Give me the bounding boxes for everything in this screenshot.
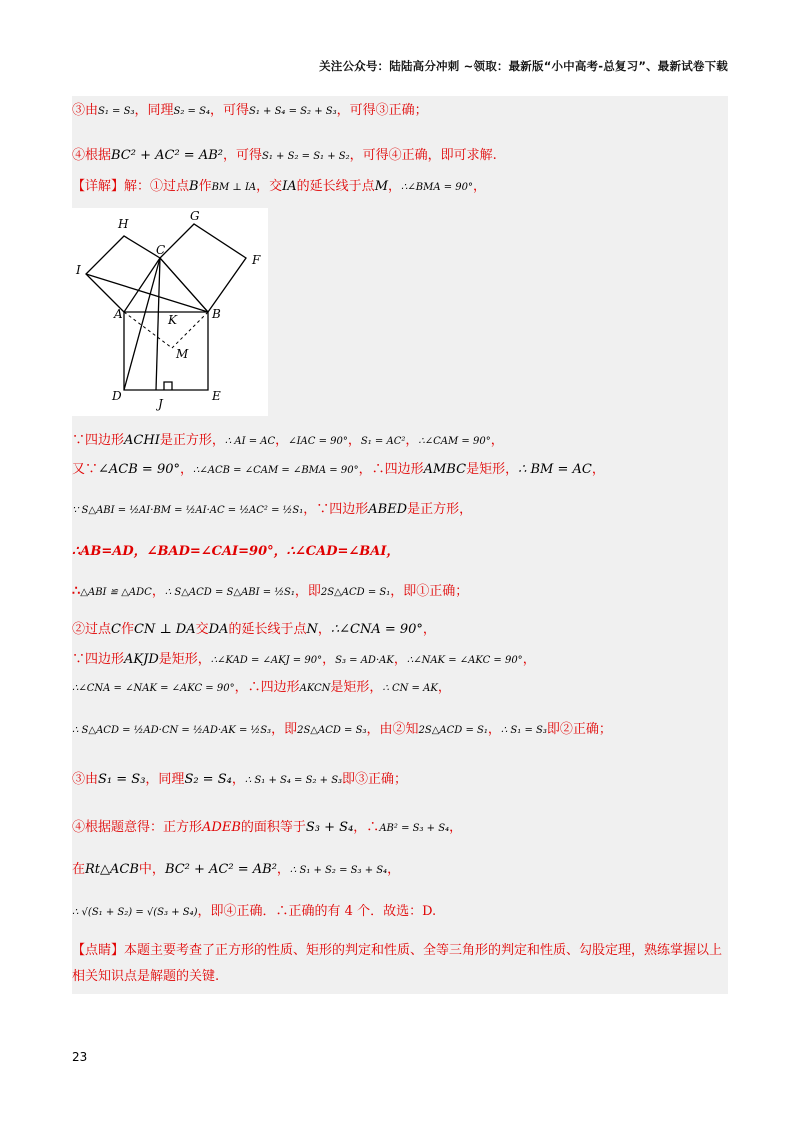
text: ∴ [72, 584, 81, 599]
text: ④根据题意得：正方形 [72, 820, 203, 835]
label-g: G [190, 209, 200, 223]
text: ③由 [72, 103, 99, 118]
text: 的延长线于点 [228, 622, 307, 637]
label-m: M [176, 347, 189, 361]
text: ， [487, 722, 501, 737]
text: ∵四边形 [72, 652, 125, 667]
math: 2S△ACD = S₁ [320, 587, 391, 598]
math: ∴ CN = AK [382, 683, 438, 694]
math: ∴ √(S₁ + S₂) = √(S₃ + S₄) [72, 907, 198, 918]
math: BC² + AC² = AB² [164, 862, 277, 877]
text: ， [317, 622, 331, 637]
line-17-remark: 【点睛】本题主要考查了正方形的性质、矩形的判定和性质、全等三角形的判定和性质、勾股定理，熟练掌握以上相关知识点是解题的关键. [72, 943, 723, 984]
math: S₂ = S₄ [184, 772, 232, 787]
math: ∴ S△ACD = S△ABI = ½S₁ [164, 587, 295, 598]
text: 在 [72, 862, 86, 877]
text: ，同理 [134, 103, 174, 118]
math: S₁ = S₃ [98, 772, 146, 787]
right-angle-mark [164, 382, 172, 390]
text: ，即 [294, 584, 321, 599]
figure-svg [72, 208, 268, 416]
math: △ABI ≌ △ADC [80, 587, 152, 598]
math: C [111, 622, 121, 637]
math: M [374, 179, 388, 194]
text: ， [393, 652, 407, 667]
text: ， [591, 462, 605, 477]
math: Rt△ACB [85, 862, 139, 877]
segment-cd [124, 258, 160, 390]
dashed-bm [172, 312, 208, 348]
square-abed [124, 312, 208, 390]
text: ，即①正确； [390, 584, 469, 599]
text: ③由 [72, 772, 99, 787]
text: ， [490, 433, 504, 448]
text: ， [449, 820, 463, 835]
math: ∴∠NAK = ∠AKC = 90° [406, 655, 523, 666]
text: 作 [198, 179, 212, 194]
math: ∠IAC = 90° [288, 436, 348, 447]
math: ∴∠CAM = 90° [418, 436, 491, 447]
text: ， [473, 179, 487, 194]
math: AB² = S₃ + S₄ [379, 823, 450, 834]
page-header: 关注公众号：陆陆高分冲刺 ~领取：最新版“小中高考-总复习”、最新试卷下载 [319, 59, 728, 73]
line-8 [72, 584, 468, 601]
line-3 [72, 179, 486, 196]
text: 作 [120, 622, 134, 637]
label-h: H [118, 217, 129, 231]
text: 中， [138, 862, 165, 877]
math: ∴ S₁ = S₃ [500, 725, 547, 736]
text: ，即 [271, 722, 298, 737]
label-i: I [76, 263, 81, 277]
math: ∴ AI = AC [224, 436, 276, 447]
text: 的面积等于 [240, 820, 306, 835]
text: ， [231, 772, 245, 787]
text: 是矩形， [466, 462, 519, 477]
text: ， [437, 680, 451, 695]
math: ∴∠KAD = ∠AKJ = 90° [210, 655, 323, 666]
text: 即②正确； [546, 722, 612, 737]
text: ，可得④正确，即可求解. [349, 148, 497, 163]
text: 交 [195, 622, 209, 637]
math: ∴ S△ACD = ½AD·CN = ½AD·AK = ½S₃ [72, 725, 272, 736]
math: ADEB [202, 820, 241, 835]
text: ， [388, 179, 402, 194]
math: S₃ + S₄ [305, 820, 354, 835]
math: S₂ = S₄ [173, 106, 210, 117]
line-15 [72, 862, 400, 879]
text: ，可得③正确； [336, 103, 428, 118]
text: ∴AB=AD，∠BAD=∠CAI=90°，∴∠CAD=∠BAI， [72, 544, 400, 559]
line-4 [72, 433, 504, 450]
geometry-figure [72, 208, 268, 416]
text: ，同理 [145, 772, 185, 787]
text: 是正方形， [159, 433, 225, 448]
text: 是矩形， [158, 652, 211, 667]
text: ，交 [256, 179, 283, 194]
line-12 [72, 722, 612, 739]
line-1 [72, 103, 428, 120]
text: 是矩形， [330, 680, 383, 695]
line-11 [72, 680, 451, 697]
text: 【详解】解：①过点 [72, 179, 190, 194]
label-b: B [212, 307, 221, 321]
text: ， [347, 433, 361, 448]
text: ，∵四边形 [303, 502, 369, 517]
line-16 [72, 904, 436, 921]
math: AMBC [423, 462, 467, 477]
line-14 [72, 820, 462, 837]
math: BC² + AC² = AB² [111, 148, 223, 163]
line-2 [72, 148, 497, 165]
text: ， [405, 433, 419, 448]
math: ∠ACB = 90° [98, 462, 180, 477]
math: S₁ + S₄ = S₂ + S₃ [248, 106, 337, 117]
text: ②过点 [72, 622, 112, 637]
text: ， [322, 652, 336, 667]
text: ，∴ [353, 820, 380, 835]
math: B [189, 179, 199, 194]
text: ∵四边形 [72, 433, 125, 448]
math: 2S△ACD = S₁ [418, 725, 488, 736]
line-10 [72, 652, 536, 669]
square-bcgf [160, 224, 246, 312]
label-a: A [114, 307, 123, 321]
side-ac [124, 258, 160, 312]
label-k: K [168, 313, 177, 327]
line-6 [72, 502, 472, 519]
label-e: E [212, 389, 221, 403]
text: ，∴四边形 [358, 462, 424, 477]
math: ABED [368, 502, 408, 517]
text: 又∵ [72, 462, 99, 477]
text: ，可得 [222, 148, 262, 163]
line-9 [72, 622, 436, 638]
math: S₁ = S₃ [98, 106, 135, 117]
text: ，∴四边形 [234, 680, 300, 695]
solution-block [72, 96, 728, 994]
math: AKCN [299, 683, 331, 694]
text: ， [387, 862, 401, 877]
math: AKJD [124, 652, 159, 667]
math: ∴ S₁ + S₂ = S₃ + S₄ [289, 865, 388, 876]
math: ∴ BM = AC [518, 462, 592, 477]
math: S₁ + S₂ = S₁ + S₂ [262, 151, 350, 162]
math: ∴∠CNA = ∠NAK = ∠AKC = 90° [72, 683, 235, 694]
line-5 [72, 462, 605, 479]
math: ∵ S△ABI = ½AI·BM = ½AI·AC = ½AC² = ½S₁ [72, 505, 304, 516]
text: ，可得 [209, 103, 249, 118]
text: ， [422, 622, 436, 637]
text: ④根据 [72, 148, 112, 163]
label-d: D [112, 389, 122, 403]
dashed-am [124, 312, 172, 348]
math: BM ⊥ IA [211, 182, 257, 193]
math: ∴∠BMA = 90° [401, 182, 474, 193]
math: 2S△ACD = S₃ [297, 725, 367, 736]
math: CN ⊥ DA [133, 622, 196, 637]
line-7 [72, 544, 399, 560]
math: N [306, 622, 318, 637]
math: DA [208, 622, 229, 637]
text: ， [275, 433, 289, 448]
line-13 [72, 772, 407, 789]
text: 是正方形， [407, 502, 473, 517]
math: ∴∠ACB = ∠CAM = ∠BMA = 90° [193, 465, 359, 476]
text: 的延长线于点 [296, 179, 375, 194]
text: ， [522, 652, 536, 667]
text: ， [151, 584, 165, 599]
text: ， [180, 462, 194, 477]
label-c: C [156, 243, 166, 257]
text: ，由②知 [366, 722, 419, 737]
text: ， [276, 862, 290, 877]
math: S₃ = AD·AK [335, 655, 394, 666]
label-f: F [252, 253, 261, 267]
math: S₁ = AC² [360, 436, 406, 447]
label-j: J [158, 397, 163, 411]
math: ∴ S₁ + S₄ = S₂ + S₃ [244, 775, 343, 786]
text: ，即④正确．∴正确的有 4 个．故选：D. [197, 904, 437, 919]
math: IA [282, 179, 297, 194]
segment-cj [156, 258, 160, 390]
text: 即③正确； [342, 772, 408, 787]
math: ACHI [124, 433, 160, 448]
math: ∴∠CNA = 90° [330, 622, 423, 637]
page-number: 23 [72, 1050, 88, 1064]
